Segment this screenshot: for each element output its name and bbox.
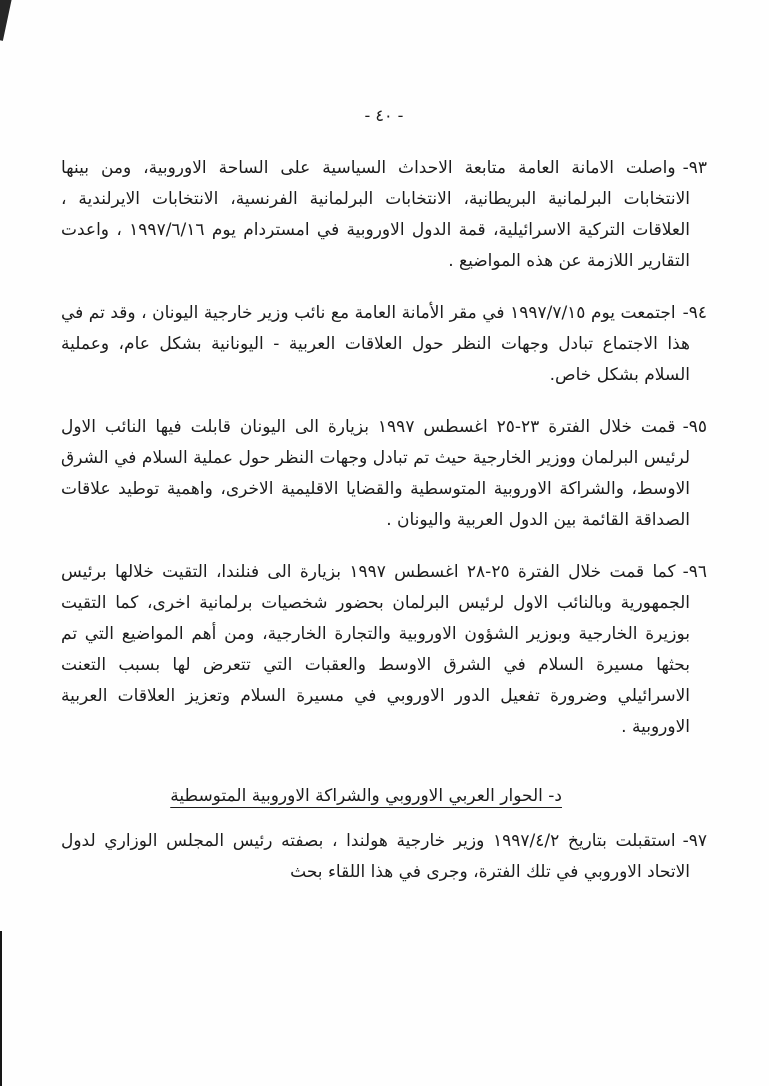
paragraph-97 [62, 826, 708, 888]
scan-artifact-edge [0, 931, 3, 1086]
paragraph-94-number: ٩٤- [683, 303, 708, 323]
page-number: - ٤٠ - [365, 106, 405, 125]
paragraph-97-number: ٩٧- [683, 831, 708, 851]
section-heading: د- الحوار العربي الاوروبي والشراكة الاوروبية المتوسطية [171, 786, 563, 806]
paragraph-94-text: اجتمعت يوم ١٩٩٧/٧/١٥ في مقر الأمانة العامة مع نائب وزير خارجية اليونان ، وقد تم في هذا الاجتماع تبادل وجهات النظر حول العلاقات العربية - اليونانية بشكل عام، وعملية السلام بشكل خاص. [62, 303, 691, 385]
paragraph-93-number: ٩٣- [683, 158, 708, 178]
paragraph-95-number: ٩٥- [683, 417, 708, 437]
paragraph-93-text: واصلت الامانة العامة متابعة الاحداث السياسية على الساحة الاوروبية، ومن بينها الانتخابات البرلمانية البريطانية، الانتخابات البرلمانية الفرنسية، الانتخابات الايرلندية ، العلاقات التركية الاسرائيلية، قمة الدول الاوروبية في امستردام يوم ١٩٩٧/٦/١٦ ، واعدت التقارير اللازمة عن هذه المواضيع . [62, 158, 691, 271]
paragraph-96 [62, 557, 708, 743]
paragraph-94 [62, 298, 708, 391]
paragraph-97-text: استقبلت بتاريخ ١٩٩٧/٤/٢ وزير خارجية هولندا ، بصفته رئيس المجلس الوزاري لدول الاتحاد الاوروبي في تلك الفترة، وجرى في هذا اللقاء بحث [62, 831, 691, 882]
paragraph-93 [62, 153, 708, 277]
paragraph-95-text: قمت خلال الفترة ٢٣-٢٥ اغسطس ١٩٩٧ بزيارة الى اليونان قابلت فيها النائب الاول لرئيس البرلمان ووزير الخارجية حيث تم تبادل وجهات النظر حول عملية السلام في الشرق الاوسط، والشراكة الاوروبية المتوسطية والقضايا الاقليمية الاخرى، واهمية توطيد علاقات الصداقة القائمة بين الدول العربية واليونان . [62, 417, 691, 530]
paragraph-95 [62, 412, 708, 536]
document-body [0, 125, 770, 888]
paragraph-96-text: كما قمت خلال الفترة ٢٥-٢٨ اغسطس ١٩٩٧ بزيارة الى فنلندا، التقيت خلالها برئيس الجمهورية وبالنائب الاول لرئيس البرلمان بحضور شخصيات برلمانية اخرى، كما التقيت بوزيرة الخارجية وبوزير الشؤون الاوروبية والتجارة الخارجية، ومن أهم المواضيع التي تم بحثها مسيرة السلام في الشرق الاوسط والعقبات التي تتعرض لها بسبب التعنت الاسرائيلي وضرورة تفعيل الدور الاوروبي في مسيرة السلام وتعزيز العلاقات العربية الاوروبية . [62, 562, 691, 737]
paragraph-96-number: ٩٦- [683, 562, 708, 582]
